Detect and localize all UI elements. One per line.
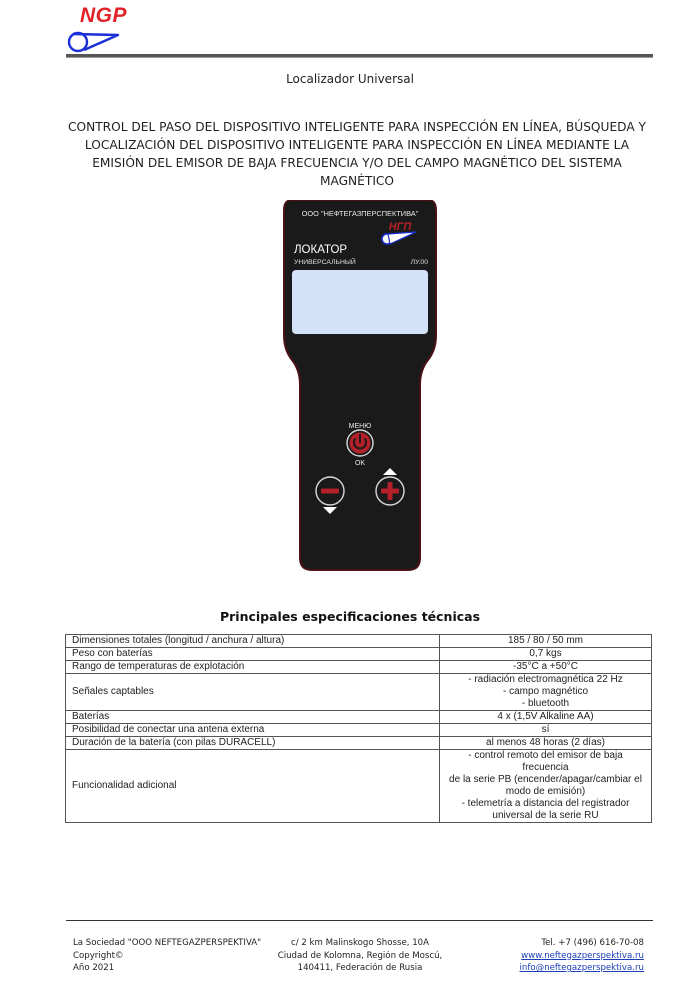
power-ok-button[interactable] [347,430,373,456]
spec-label: Funcionalidad adicional [66,750,440,823]
spec-value-line: de la serie PB (encender/apagar/cambiar el [449,774,642,785]
spec-value-line: - telemetría a distancia del registrador [461,798,630,809]
spec-row [66,635,652,648]
spec-value-line: - bluetooth [521,698,570,709]
footer-address-line: 140411, Federación de Rusia [297,963,423,973]
spec-label: Dimensiones totales (longitud / anchura / altura) [66,635,440,648]
spec-value [440,750,652,823]
specs-table [65,634,652,823]
spec-value [440,737,652,750]
spec-value-line: universal de la serie RU [492,810,599,821]
spec-value-line: sí [541,724,550,735]
document-subtitle: CONTROL DEL PASO DEL DISPOSITIVO INTELIGENTE PARA INSPECCIÓN EN LÍNEA, BÚSQUEDA Y LOCALIZACIÓN DEL DISPOSITIVO INTELIGENTE PARA INSPECCIÓN EN LÍNEA MEDIANTE LA EMISIÓN DEL EMISOR DE BAJA FRECUENCIA Y/O DEL CAMPO MAGNÉTICO DEL SISTEMA MAGNÉTICO [68,120,646,188]
spec-row [66,648,652,661]
spec-row [66,724,652,737]
device-ok-label: OK [354,460,366,467]
footer-divider [66,920,653,921]
document-title: Localizador Universal [286,72,414,86]
plus-icon-v [388,482,393,500]
footer-address-line: c/ 2 km Malinskogo Shosse, 10A [290,938,430,948]
spec-label: Baterías [66,711,440,724]
spec-value-line: - radiación electromagnética 22 Hz [468,674,623,685]
footer-address [250,937,470,975]
spec-label: Duración de la batería (con pilas DURACELL) [66,737,440,750]
specs-title: Principales especificaciones técnicas [219,609,481,624]
spec-value [440,648,652,661]
spec-row [66,711,652,724]
footer-company-info [73,937,261,975]
spec-row [66,750,652,823]
minus-icon [321,489,339,494]
spec-value [440,635,652,648]
spec-value-line: - campo magnético [502,686,589,697]
spec-value-line: al menos 48 horas (2 días) [486,737,605,748]
spec-value-line: 185 / 80 / 50 mm [507,635,584,646]
company-logo-text: NGP [80,4,128,27]
spec-value-line: 4 x (1,5V Alkaline AA) [497,711,594,722]
spec-label: Posibilidad de conectar una antena externa [66,724,440,737]
device-name-label: ЛОКАТОР [294,244,348,256]
device-menu-label: МЕНЮ [348,423,372,430]
spec-row [66,674,652,711]
locator-device-image [282,200,438,572]
device-model-label: ЛУ.00 [410,259,428,266]
spec-value [440,674,652,711]
footer-copyright: Copyright© [73,950,124,961]
footer-contacts [460,937,644,975]
footer-website-link[interactable]: www.neftegazperspektiva.ru [521,950,644,961]
spec-value [440,711,652,724]
device-display-screen [292,270,428,334]
spec-label: Rango de temperaturas de explotación [66,661,440,674]
footer-phone: Tel. +7 (496) 616-70-08 [541,938,644,948]
device-brand-label: НГП [388,221,412,233]
header-divider [66,54,653,58]
device-company-label: ООО "НЕФТЕГАЗПЕРСПЕКТИВА" [301,209,419,218]
spec-value-line: modo de emisión) [505,786,586,797]
spec-row [66,661,652,674]
spec-value [440,661,652,674]
footer-address-line: Ciudad de Kolomna, Región de Moscú, [277,950,443,961]
spec-value [440,724,652,737]
spec-value-line: -35°C a +50°C [513,661,578,672]
spec-label: Peso con baterías [66,648,440,661]
spec-row [66,737,652,750]
footer-year: Año 2021 [73,963,115,973]
spec-value-line: - control remoto del emisor de baja frecuencia [468,750,623,773]
spec-label: Señales captables [66,674,440,711]
company-logo-icon [66,6,130,54]
device-subname-label: УНИВЕРСАЛЬНЫЙ [294,259,356,266]
spec-value-line: 0,7 kgs [529,648,562,659]
footer-email-link[interactable]: info@neftegazperspektiva.ru [519,963,644,973]
footer-company-name: La Sociedad "OOO NEFTEGAZPERSPEKTIVA" [73,938,262,948]
